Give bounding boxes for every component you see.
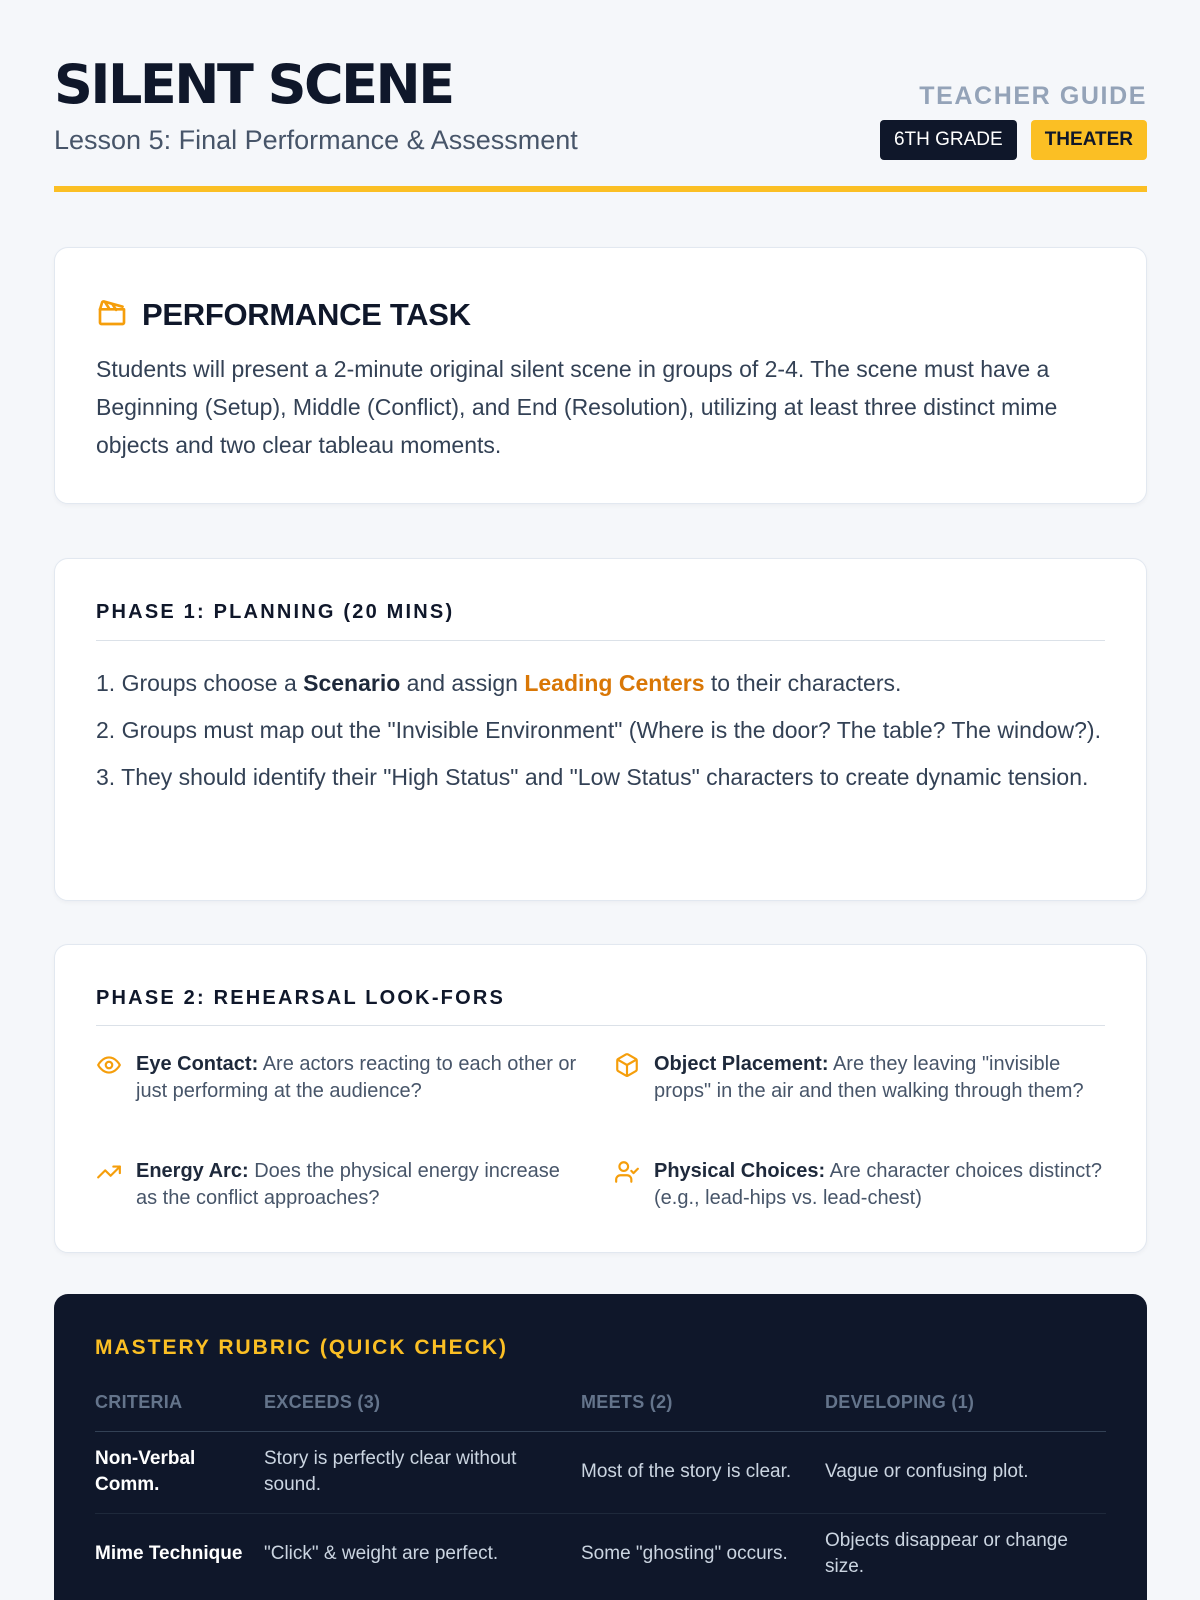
look-for-text: Are they leaving "invisible props" in the air and then walking through them?	[654, 1053, 1084, 1102]
rubric-cell: Most of the story is clear.	[581, 1461, 792, 1482]
performance-task-title: PERFORMANCE TASK	[142, 296, 471, 332]
lesson-page	[54, 0, 1147, 1577]
look-for-label: Physical Choices:	[654, 1160, 826, 1182]
rubric-cell: Story is perfectly clear without sound.	[264, 1448, 517, 1495]
rubric-title: MASTERY RUBRIC (QUICK CHECK)	[95, 1336, 508, 1359]
mastery-rubric	[54, 1294, 1147, 1600]
phase1-item-2: 2. Groups must map out the "Invisible Environment" (Where is the door? The table? The window?).	[96, 717, 1101, 743]
phase2-card	[54, 944, 1147, 1253]
user-check-icon	[614, 1158, 640, 1212]
look-for-label: Object Placement:	[654, 1053, 829, 1075]
rubric-cell: "Click" & weight are perfect.	[264, 1543, 499, 1564]
phase1-title: PHASE 1: PLANNING (20 MINS)	[96, 601, 455, 623]
teacher-guide-label: TEACHER GUIDE	[919, 82, 1147, 110]
rubric-cell: Non-Verbal Comm.	[95, 1448, 196, 1495]
phase2-divider	[96, 1025, 1105, 1026]
phase1-item-1-prefix: 1. Groups choose a	[96, 670, 304, 696]
rubric-cell: Some "ghosting" occurs.	[581, 1543, 788, 1564]
eye-icon	[96, 1051, 122, 1105]
phase1-divider	[96, 640, 1105, 641]
look-for-object-placement	[614, 1051, 1104, 1105]
look-for-text: Does the physical energy increase as the conflict approaches?	[136, 1160, 560, 1209]
performance-task-header	[96, 296, 471, 333]
look-for-label: Eye Contact:	[136, 1053, 259, 1075]
trending-up-icon	[96, 1158, 122, 1212]
page-subtitle: Lesson 5: Final Performance & Assessment	[54, 125, 578, 155]
look-for-text: Are actors reacting to each other or just performing at the audience?	[136, 1053, 577, 1102]
scenario-term: Scenario	[303, 670, 401, 696]
phase1-list	[96, 667, 1106, 808]
look-for-text: Are character choices distinct? (e.g., lead-hips vs. lead-chest)	[654, 1160, 1102, 1209]
phase1-item-1	[96, 667, 1106, 700]
grade-badge: 6TH GRADE	[880, 120, 1017, 160]
rubric-header-meets: MEETS (2)	[581, 1392, 673, 1412]
look-for-label: Energy Arc:	[136, 1160, 249, 1182]
phase1-item-3: 3. They should identify their "High Status" and "Low Status" characters to create dynamic tension.	[96, 764, 1089, 790]
phase2-title: PHASE 2: REHEARSAL LOOK-FORS	[96, 987, 506, 1009]
look-for-energy-arc	[96, 1158, 586, 1212]
page-header	[54, 0, 1147, 195]
rubric-header-exceeds: EXCEEDS (3)	[264, 1392, 381, 1412]
phase1-item-1-middle: and assign	[400, 670, 525, 696]
rubric-cell: Mime Technique	[95, 1543, 243, 1564]
look-for-physical-choices	[614, 1158, 1104, 1212]
rubric-cell: Objects disappear or change size.	[825, 1530, 1068, 1577]
look-for-eye-contact	[96, 1051, 586, 1105]
rubric-cell: Vague or confusing plot.	[825, 1461, 1029, 1482]
header-divider	[54, 186, 1147, 192]
page-title: SILENT SCENE	[54, 53, 453, 116]
rubric-row-divider	[95, 1513, 1106, 1514]
performance-task-card	[54, 247, 1147, 504]
phase1-item-1-suffix: to their characters.	[704, 670, 902, 696]
phase1-card	[54, 558, 1147, 901]
subject-badge: THEATER	[1031, 120, 1147, 160]
rubric-header-divider	[95, 1431, 1106, 1432]
rubric-header-criteria: CRITERIA	[95, 1392, 183, 1412]
cube-icon	[614, 1051, 640, 1105]
rubric-header-developing: DEVELOPING (1)	[825, 1392, 975, 1412]
leading-centers-term: Leading Centers	[524, 670, 705, 696]
badge-group	[880, 120, 1147, 160]
clapperboard-icon	[96, 296, 128, 333]
performance-task-body: Students will present a 2-minute original silent scene in groups of 2-4. The scene must have a Beginning (Setup), Middle (Conflict), and End (Resolution), utilizing at least three distinct mime objects and two clear tableau moments.	[96, 356, 1058, 458]
